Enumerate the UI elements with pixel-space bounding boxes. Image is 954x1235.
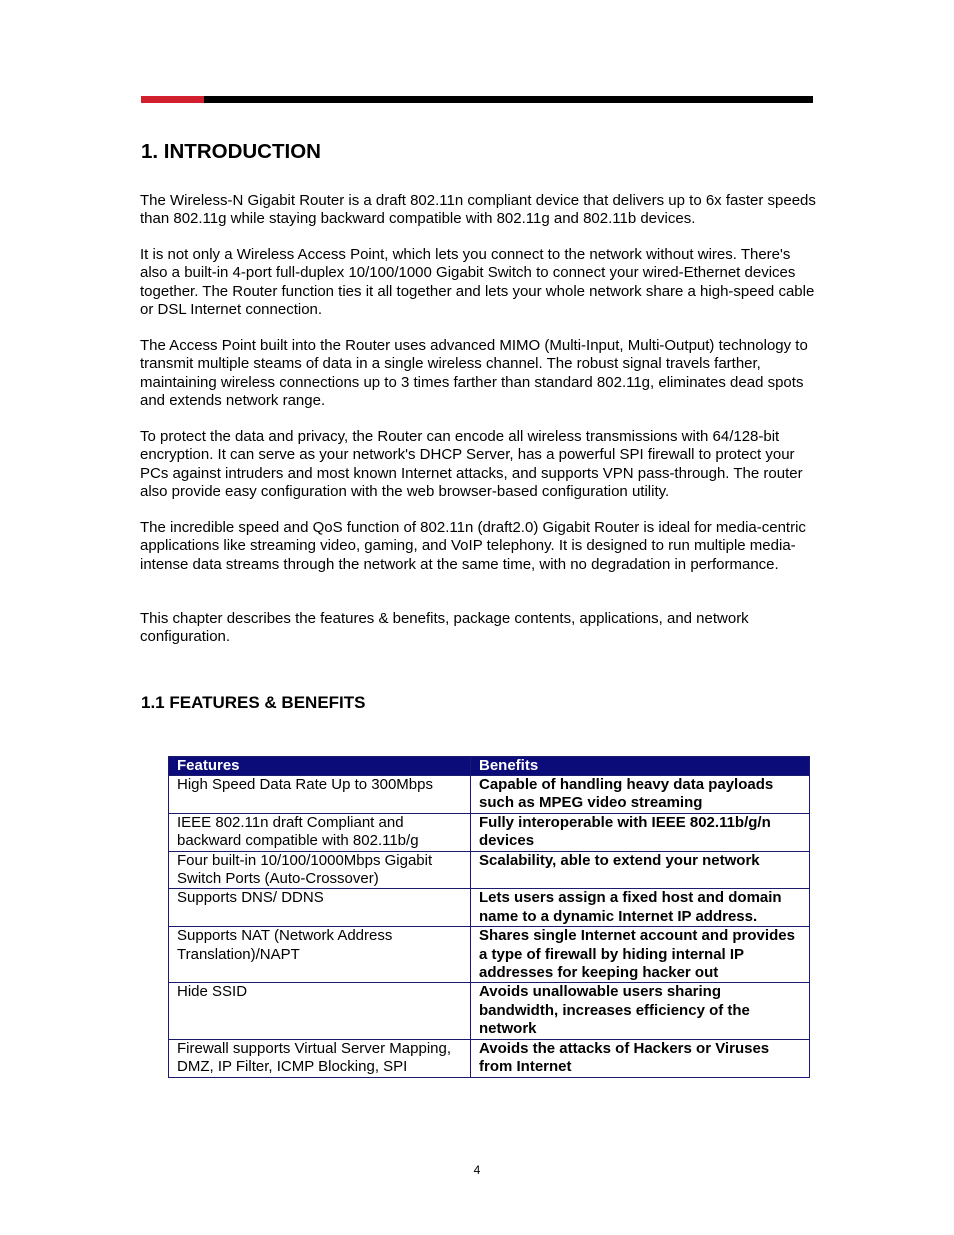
intro-paragraph-3: The Access Point built into the Router uses advanced MIMO (Multi-Input, Multi-Output) technology to transmit multiple steams of data in a single wireless channel. The robust signal travels farther, maintaining wireless connections up to 3 times farther than standard 802.11g, eliminates dead spots and extends network range.	[140, 337, 808, 410]
feature-cell: Supports NAT (Network Address Translation)/NAPT	[169, 927, 471, 983]
benefits-header: Benefits	[471, 757, 810, 776]
header-rule	[141, 96, 813, 103]
benefit-cell: Avoids unallowable users sharing bandwidth, increases efficiency of the network	[471, 983, 810, 1039]
page-title: 1. INTRODUCTION	[141, 140, 321, 163]
benefit-cell: Lets users assign a fixed host and domain name to a dynamic Internet IP address.	[471, 889, 810, 927]
table-row	[169, 889, 810, 927]
feature-cell: High Speed Data Rate Up to 300Mbps	[169, 776, 471, 814]
feature-cell: Four built-in 10/100/1000Mbps Gigabit Switch Ports (Auto-Crossover)	[169, 851, 471, 889]
benefit-cell: Scalability, able to extend your network	[471, 851, 810, 889]
section-heading: 1.1 FEATURES & BENEFITS	[141, 693, 366, 712]
intro-paragraph-4: To protect the data and privacy, the Router can encode all wireless transmissions with 64/128-bit encryption. It can serve as your network's DHCP Server, has a powerful SPI firewall to protect your PCs against intruders and most known Internet attacks, and supports VPN pass-through. The router also provide easy configuration with the web browser-based configuration utility.	[140, 428, 803, 501]
feature-cell: Firewall supports Virtual Server Mapping, DMZ, IP Filter, ICMP Blocking, SPI	[169, 1039, 471, 1077]
table-row	[169, 851, 810, 889]
header-rule-accent	[141, 96, 204, 103]
table-row	[169, 983, 810, 1039]
intro-paragraph-5: The incredible speed and QoS function of 802.11n (draft2.0) Gigabit Router is ideal for media-centric applications like streaming video, gaming, and VoIP telephony. It is designed to run multiple media-intense data streams through the network at the same time, with no degradation in performance.	[140, 519, 806, 573]
intro-paragraph-6: This chapter describes the features & benefits, package contents, applications, and network configuration.	[140, 610, 749, 646]
feature-cell: IEEE 802.11n draft Compliant and backward compatible with 802.11b/g	[169, 813, 471, 851]
table-header-row	[169, 757, 810, 776]
page-number: 4	[473, 1163, 481, 1177]
benefit-cell: Shares single Internet account and provides a type of firewall by hiding internal IP addresses for keeping hacker out	[471, 927, 810, 983]
benefit-cell: Fully interoperable with IEEE 802.11b/g/n devices	[471, 813, 810, 851]
feature-cell: Supports DNS/ DDNS	[169, 889, 471, 927]
benefit-cell: Avoids the attacks of Hackers or Viruses from Internet	[471, 1039, 810, 1077]
features-header: Features	[169, 757, 471, 776]
features-table	[168, 756, 810, 1078]
benefit-cell: Capable of handling heavy data payloads such as MPEG video streaming	[471, 776, 810, 814]
table-row	[169, 1039, 810, 1077]
intro-paragraph-2: It is not only a Wireless Access Point, which lets you connect to the network without wires. There's also a built-in 4-port full-duplex 10/100/1000 Gigabit Switch to connect your wired-Ethernet devices together. The Router function ties it all together and lets your whole network share a high-speed cable or DSL Internet connection.	[140, 246, 815, 319]
table-row	[169, 927, 810, 983]
table-row	[169, 776, 810, 814]
feature-cell: Hide SSID	[169, 983, 471, 1039]
table-row	[169, 813, 810, 851]
intro-paragraph-1: The Wireless-N Gigabit Router is a draft 802.11n compliant device that delivers up to 6x faster speeds than 802.11g while staying backward compatible with 802.11g and 802.11b devices.	[140, 192, 816, 228]
